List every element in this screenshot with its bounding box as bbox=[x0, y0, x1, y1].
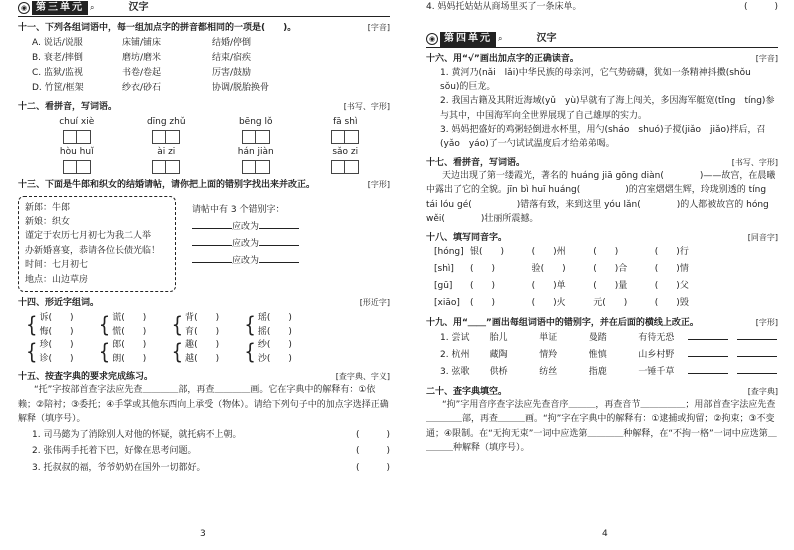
similar-char-grid: { 诉( ) 悔( ) { 谎( ) 慌( ) { 背( ) 育( ) { 瑶( ) 摇( ) { 珍( ) 诊( ) { 郎( ) 朗( ) { 趣( ) 越( ) { 纱( ) 沙( ) bbox=[26, 312, 292, 365]
continued-item: 4. 妈妈托姑姑从商场里买了一条床单。 ( ) bbox=[426, 2, 778, 12]
answer-blank[interactable] bbox=[259, 254, 299, 263]
question-18-title: 十八、填写同音字。 [同音字] bbox=[426, 232, 778, 243]
answer-blank[interactable] bbox=[192, 220, 232, 229]
question-14-title: 十四、形近字组词。 [形近字] bbox=[18, 297, 390, 308]
wedding-invitation-card: 新郎：牛郎 新娘：织女 谨定于农历七月初七为我二人举 办新婚喜宴，恭请各位长债光临！ 时间：七月初七 地点：山边草房 bbox=[18, 196, 176, 292]
unit-header bbox=[18, 0, 390, 17]
question-19-title: 十九、用“＿＿”画出每组词语中的错别字，并在后面的横线上改正。 [字形] bbox=[426, 318, 778, 329]
question-12-title: 十二、看拼音，写词语。 [书写、字形] bbox=[18, 101, 390, 112]
question-15-title: 十五、按查字典的要求完成练习。 [查字典、字义] bbox=[18, 372, 390, 383]
answer-blank[interactable] bbox=[737, 365, 777, 374]
page-number: 3 bbox=[200, 528, 206, 539]
question-13-title: 十三、下面是牛郎和织女的结婚请帖，请你把上面的错别字找出来并改正。 [字形] bbox=[18, 180, 390, 191]
answer-blank[interactable] bbox=[737, 331, 777, 340]
question-15-instructions: “托”字按部首查字法应先查＿＿＿＿部，再查＿＿＿＿画。它在字典中的解释有：①依赖；②陪衬；③委托；④手掌或其他东西向上承受（物体）。请给下列句子中的加点字选择正确解释（填序号）。 bbox=[18, 385, 389, 425]
unit-label: 第四单元 bbox=[440, 32, 496, 47]
unit-label: 第三单元 bbox=[32, 1, 88, 16]
wifi-icon: ◉ bbox=[426, 33, 438, 45]
answer-blank[interactable] bbox=[192, 237, 232, 246]
unit-header bbox=[426, 31, 778, 48]
magnifier-icon: ⌕ bbox=[90, 3, 95, 12]
page-4 bbox=[426, 0, 778, 550]
answer-blank[interactable] bbox=[259, 237, 299, 246]
question-17-title: 十七、看拼音，写词语。 [书写、字形] bbox=[426, 157, 778, 168]
answer-blank[interactable] bbox=[688, 331, 728, 340]
answer-blank[interactable] bbox=[259, 220, 299, 229]
answer-blank[interactable] bbox=[688, 348, 728, 357]
answer-blank[interactable] bbox=[192, 254, 232, 263]
question-20-passage: “拘”字用音序查字法应先查音序＿＿＿，再查音节＿＿＿＿＿；用部首查字法应先查＿＿＿＿部，再查＿＿＿画。“拘”字在字典中的解释有：①逮捕或拘留；②拘束；③不变通；④限制。在“无拘无束”一词中应选第＿＿＿＿种解释，在“不拘一格”一词中应选第＿＿＿＿种解释（填序号）。 bbox=[426, 400, 777, 454]
question-16-title: 十六、用“√”画出加点字的正确读音。 [字音] bbox=[426, 54, 778, 65]
page-number: 4 bbox=[602, 528, 608, 539]
unit-topic: 汉字 bbox=[536, 33, 557, 44]
answer-blank[interactable] bbox=[737, 348, 777, 357]
wifi-icon: ◉ bbox=[18, 2, 30, 14]
question-15-items: 1. 司马懿为了消除别人对他的怀疑，就托病不上朝。 ( ) 2. 张伟两手托着下巴，好像在思考问题。 ( ) 3. 托叔叔的福，爷爷奶奶在国外一切都好。 ( ) bbox=[32, 429, 390, 473]
page-gutter bbox=[397, 0, 411, 550]
question-20-title: 二十、查字典填空。 [查字典] bbox=[426, 386, 778, 397]
question-17-passage: 天边出现了第一缕霞光，著名的 huáng jiā gōng diàn( )——故宫，在晨曦中露出了它的全貌。jīn bì huī huáng( )的宫室熠熠生辉，玲珑别透的 tíng tái lóu gé( )错落有致，来到这里 yóu lǎn( )的人都被故宫的 hóng wěi( )壮丽所震撼。 bbox=[426, 171, 776, 225]
homophone-grid: [hóng] 银( ) ( )州 ( ) ( )行 [shì] ( ) 验( ) ( )合 ( )情 [gū] ( ) ( )单 ( )量 ( )父 [xiāo] ( ) ( )火 元( ) ( )毁 bbox=[434, 246, 689, 309]
pinyin-writing-grid: chuí xiè dīng zhǔ bēng lǒ fā shì hòu huǐ ài zi hán jiàn sǎo zi bbox=[18, 117, 390, 175]
magnifier-icon: ⌕ bbox=[498, 34, 503, 44]
page-3 bbox=[18, 0, 390, 550]
answer-blank[interactable] bbox=[688, 365, 728, 374]
question-16-items: 1. 黄河乃(nǎi lǎi)中华民族的母亲河，它气势磅礴，犹如一条精神抖擞(shǒu sǒu)的巨龙。 2. 我国古籍及其附近海域(yǔ yù)早就有了海上闯关，多因海军艇宽(tǐng tíng)参与其中，中国海军向全世界展现了自己雄厚的实力。 3. 妈妈把盛好的鸡粥轻倒进水杯里，用勺(sháo shuó)子搅(jiǎo jiǎo)拌后，召(yǎo yáo)了一勺试试温度后才给弟弟喝。 bbox=[440, 67, 775, 150]
question-11-options: A. 说话/说服 床铺/铺床 结婚/停倒 B. 衰老/摔倒 磨坊/磨米 结束/宿疾 C. 监狱/监视 书卷/卷起 厉害/鼓励 D. 竹筐/框架 纱衣/砂石 协调/脱胎换骨 bbox=[32, 38, 270, 93]
question-11-title: 十一、下列各组词语中，每一组加点字的拼音都相同的一项是( )。 [字音] bbox=[18, 23, 390, 33]
correction-lines: 请帖中有 3 个错别字： 应改为 应改为 应改为 bbox=[192, 202, 299, 292]
unit-topic: 汉字 bbox=[128, 1, 149, 13]
wrong-char-grid: 1. 尝试 胎儿 単证 曼踏 有待无恐 2. 杭州 藏陶 情羚 惟慎 山乡村野 3. 弦歌 供桥 纺丝 指鹿 一锤千草 bbox=[426, 330, 778, 381]
